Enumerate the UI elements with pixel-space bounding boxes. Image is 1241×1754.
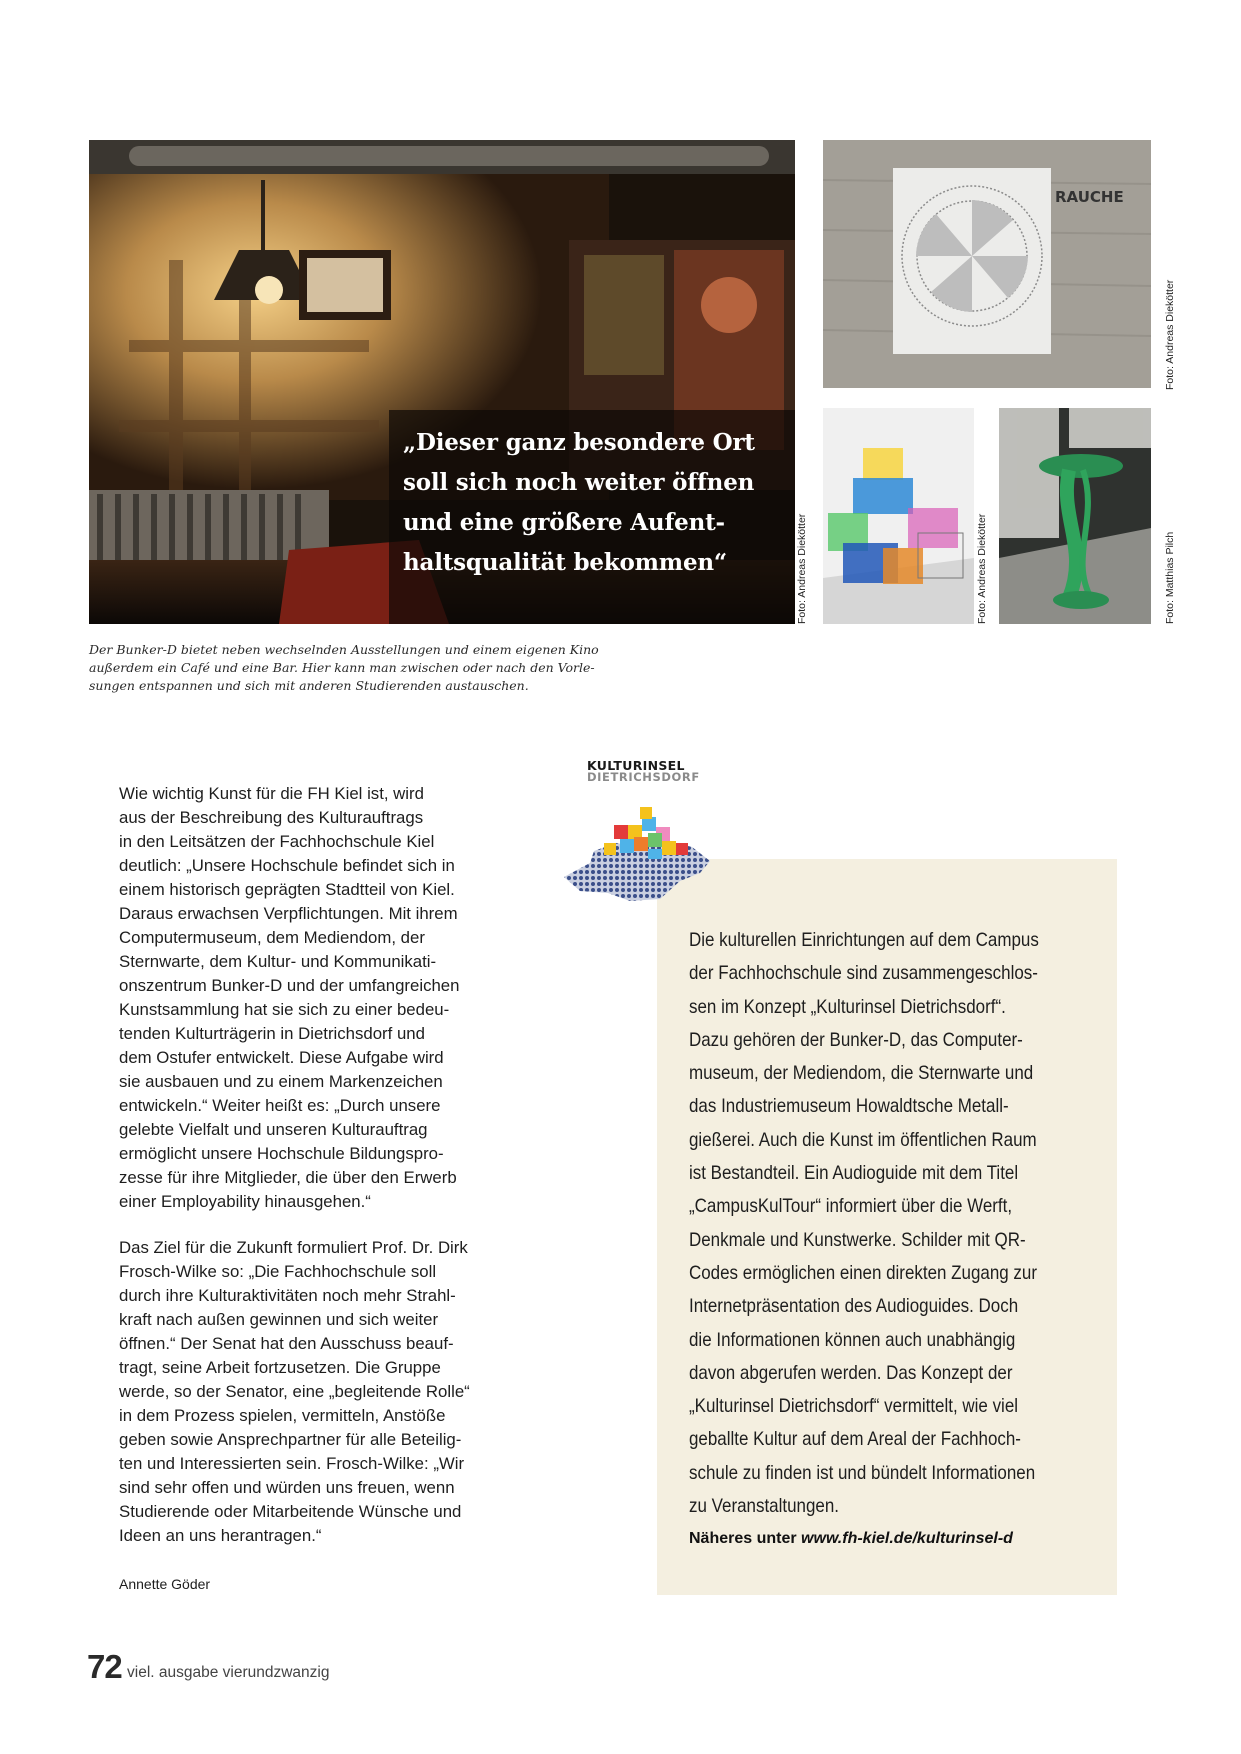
sculpture-photo: [999, 408, 1151, 624]
text-line: geballte Kultur auf dem Areal der Fachhoch-: [689, 1428, 1021, 1451]
article-paragraph-2: [119, 1236, 470, 1548]
magazine-label: viel. ausgabe vierundzwanzig: [127, 1664, 330, 1681]
text-line: Computermuseum, dem Mediendom, der: [119, 928, 425, 947]
text-line: werde, so der Senator, eine „begleitende Rolle“: [119, 1382, 470, 1401]
text-line: die Informationen können auch unabhängig: [689, 1328, 1016, 1351]
artwork-photo: [823, 140, 1151, 388]
sculpture-photo-credit-2: Foto: Matthias Pilch: [1164, 531, 1176, 624]
text-line: sind sehr offen und würden uns freuen, wenn: [119, 1478, 455, 1497]
kulturinsel-logo: [560, 803, 730, 911]
concrete-wall-artwork-image: [823, 140, 1151, 388]
text-line: Studierende oder Mitarbeitende Wünsche und: [119, 1502, 462, 1521]
text-line: Kunstsammlung hat sie sich zu einer bedeu-: [119, 1000, 450, 1019]
text-line: „CampusKulTour“ informiert über die Werft,: [689, 1195, 1013, 1218]
text-line: zesse für ihre Mitglieder, die über den Erwerb: [119, 1168, 457, 1187]
colored-cubes-image: [823, 408, 974, 624]
text-line: geben sowie Ansprechpartner für alle Beteilig-: [119, 1430, 462, 1449]
text-line: das Industriemuseum Howaldtsche Metall-: [689, 1095, 1009, 1118]
more-info-link[interactable]: www.fh-kiel.de/kulturinsel-d: [801, 1530, 1013, 1547]
text-line: durch ihre Kulturaktivitäten noch mehr Strahl-: [119, 1286, 456, 1305]
text-line: Daraus erwachsen Verpflichtungen. Mit ihrem: [119, 904, 458, 923]
text-line: in dem Prozess spielen, vermitteln, Anstöße: [119, 1406, 446, 1425]
rauche-sign-text: RAUCHE: [1055, 188, 1124, 206]
text-line: entwickeln.“ Weiter heißt es: „Durch unsere: [119, 1096, 441, 1115]
text-line: gelebte Vielfalt und unseren Kulturauftrag: [119, 1120, 428, 1139]
text-line: „Kulturinsel Dietrichsdorf“ vermittelt, wie viel: [689, 1395, 1019, 1418]
text-line: Ideen an uns herantragen.“: [119, 1526, 322, 1545]
caption-line: Der Bunker-D bietet neben wechselnden Ausstellungen und einem eigenen Kino: [89, 642, 599, 657]
pull-quote: „Dieser ganz besondere Ort soll sich noch weiter öffnen und eine größere Aufent- haltsqualität bekommen“: [403, 429, 755, 576]
text-line: Codes ermöglichen einen direkten Zugang zur: [689, 1261, 1037, 1284]
more-info-prefix: Näheres unter: [689, 1530, 797, 1547]
info-box-text: [689, 924, 1039, 1523]
photo-caption: [89, 641, 599, 695]
cubes-photo: [823, 408, 974, 624]
text-line: gießerei. Auch die Kunst im öffentlichen Raum: [689, 1128, 1037, 1151]
artwork-photo-credit: Foto: Andreas Diekötter: [1164, 279, 1176, 390]
text-line: Internetpräsentation des Audioguides. Doch: [689, 1295, 1019, 1318]
text-line: tragt, seine Arbeit fortzusetzen. Die Gruppe: [119, 1358, 441, 1377]
text-line: zu Veranstaltungen.: [689, 1495, 839, 1518]
text-line: ist Bestandteil. Ein Audioguide mit dem Titel: [689, 1162, 1019, 1185]
text-line: sen im Konzept „Kulturinsel Dietrichsdorf“.: [689, 995, 1006, 1018]
text-line: einem historisch geprägten Stadtteil von Kiel.: [119, 880, 455, 899]
text-line: ten und Interessierten sein. Frosch-Wilke: „Wir: [119, 1454, 465, 1473]
text-line: museum, der Mediendom, die Sternwarte und: [689, 1062, 1034, 1085]
text-line: deutlich: „Unsere Hochschule befindet sich in: [119, 856, 455, 875]
text-line: ermöglicht unsere Hochschule Bildungspro-: [119, 1144, 444, 1163]
logo-subtitle: DIETRICHSDORF: [587, 770, 700, 784]
text-line: kraft nach außen gewinnen und sich weiter: [119, 1310, 439, 1329]
text-line: Die kulturellen Einrichtungen auf dem Campus: [689, 929, 1039, 951]
text-line: einer Employability hinausgehen.“: [119, 1192, 371, 1211]
text-line: Das Ziel für die Zukunft formuliert Prof. Dr. Dirk: [119, 1238, 468, 1257]
green-sculpture-image: [999, 408, 1151, 624]
text-line: dem Ostufer entwickelt. Diese Aufgabe wird: [119, 1048, 444, 1067]
author-name: Annette Göder: [119, 1576, 211, 1592]
article-paragraph-1: [119, 782, 459, 1214]
sculpture-photo-credit: Foto: Andreas Diekötter: [976, 513, 988, 624]
cubes-photo-credit: Foto: Andreas Diekötter: [796, 513, 808, 624]
caption-line: außerdem ein Café und eine Bar. Hier kann man zwischen oder nach den Vorle-: [89, 660, 595, 675]
island-cubes-icon: [560, 803, 730, 911]
more-info-line: [689, 1530, 1013, 1548]
text-line: in den Leitsätzen der Fachhochschule Kiel: [119, 832, 435, 851]
text-line: Denkmale und Kunstwerke. Schilder mit QR-: [689, 1228, 1026, 1251]
text-line: davon abgerufen werden. Das Konzept der: [689, 1361, 1013, 1384]
text-line: sie ausbauen und zu einem Markenzeichen: [119, 1072, 443, 1091]
page-number: 72: [87, 1648, 122, 1685]
text-line: der Fachhochschule sind zusammengeschlos-: [689, 962, 1038, 985]
text-line: Wie wichtig Kunst für die FH Kiel ist, wird: [119, 784, 424, 803]
text-line: öffnen.“ Der Senat hat den Ausschuss beauf-: [119, 1334, 454, 1353]
text-line: Sternwarte, dem Kultur- und Kommunikati-: [119, 952, 437, 971]
text-line: tenden Kulturträgerin in Dietrichsdorf und: [119, 1024, 425, 1043]
caption-line: sungen entspannen und sich mit anderen Studierenden austauschen.: [89, 678, 529, 693]
text-line: onszentrum Bunker-D und der umfangreichen: [119, 976, 460, 995]
text-line: Dazu gehören der Bunker-D, das Computer-: [689, 1028, 1023, 1051]
text-line: aus der Beschreibung des Kulturauftrags: [119, 808, 424, 827]
logo-title: KULTURINSEL: [587, 758, 685, 773]
text-line: Frosch-Wilke so: „Die Fachhochschule soll: [119, 1262, 437, 1281]
main-photo: [89, 140, 795, 624]
text-line: schule zu finden ist und bündelt Informationen: [689, 1461, 1036, 1484]
